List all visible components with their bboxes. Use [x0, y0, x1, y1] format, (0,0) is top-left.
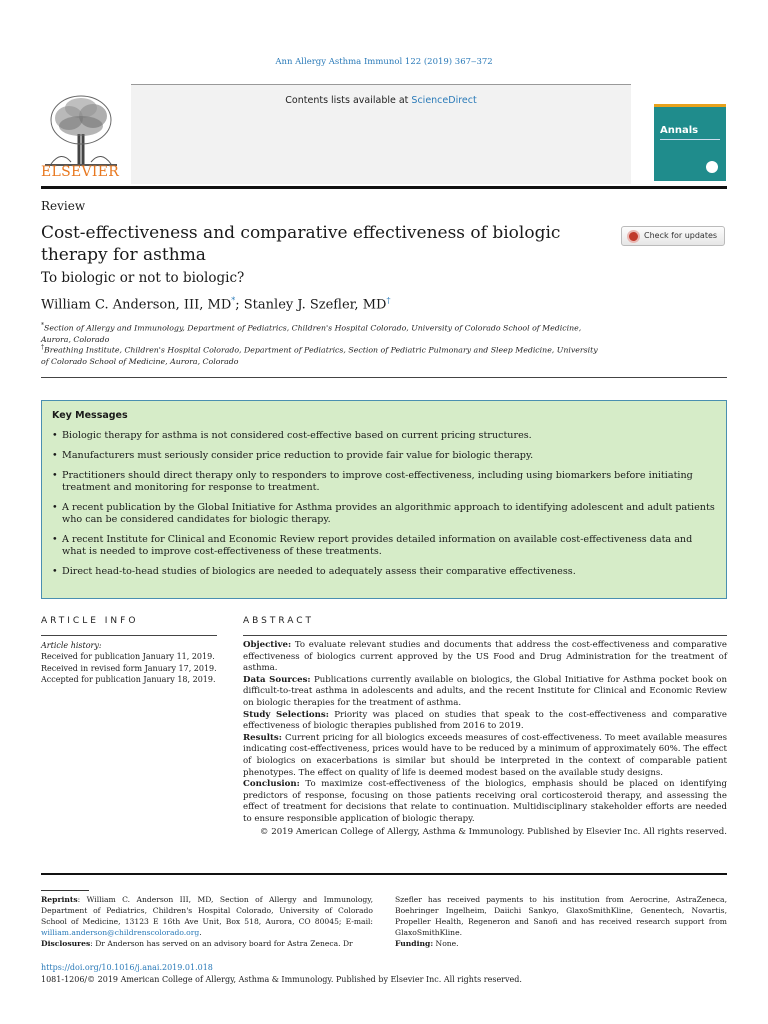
key-messages-box: [41, 400, 727, 599]
journal-header: [41, 84, 727, 184]
abstract-results: [243, 733, 727, 779]
affiliation-b: [41, 342, 601, 368]
funding-note: [395, 938, 727, 949]
data-sources-label: Data Sources:: [243, 674, 311, 685]
objective-label: Objective:: [243, 640, 292, 650]
data-sources-text: Publications currently available on biologics, the Global Initiative for Asthma pocket book on difficult-to-treat asthma in adolescents and adults, and the recent Institute for Clinical and Economic Review on biologic therapies for the treatment of asthma.: [243, 674, 727, 708]
footnote-divider: [41, 873, 727, 875]
key-messages-title: Key Messages: [52, 410, 128, 421]
funding-label: Funding:: [395, 939, 434, 948]
doi-link[interactable]: https://doi.org/10.1016/j.anai.2019.01.018: [41, 963, 213, 972]
key-message-item: • Biologic therapy for asthma is not considered cost-effective based on current pricing structures.: [52, 430, 716, 442]
cover-top-band: [654, 89, 726, 107]
check-updates-icon: [627, 230, 640, 243]
key-messages-list: [52, 430, 716, 578]
disclosures-note: [41, 938, 373, 949]
article-history: [41, 640, 217, 685]
article-subtitle: To biologic or not to biologic?: [41, 270, 245, 286]
history-accepted: Accepted for publication January 18, 2019.: [41, 674, 216, 684]
disclosures-text: : Dr Anderson has served on an advisory board for Astra Zeneca. Dr: [90, 939, 353, 948]
key-message-item: • Manufacturers must seriously consider price reduction to provide fair value for biologic therapy.: [52, 450, 716, 462]
disclosures-label: Disclosures: [41, 939, 91, 948]
author-anderson[interactable]: William C. Anderson, III, MD: [41, 297, 232, 313]
affiliation-b-mark: †: [41, 344, 44, 351]
results-label: Results:: [243, 732, 282, 743]
article-info-divider: [41, 635, 217, 636]
journal-cover-thumbnail[interactable]: [654, 89, 726, 181]
abstract-copyright: © 2019 American College of Allergy, Asthma & Immunology. Published by Elsevier Inc. All rights reserved.: [259, 826, 727, 837]
check-for-updates-button[interactable]: [621, 226, 725, 246]
article-title: Cost-effectiveness and comparative effectiveness of biologic therapy for asthma: [41, 223, 561, 265]
sciencedirect-link[interactable]: ScienceDirect: [411, 95, 477, 106]
journal-citation-link[interactable]: Ann Allergy Asthma Immunol 122 (2019) 367‒372: [275, 57, 493, 67]
affiliation-a-text: Section of Allergy and Immunology, Department of Pediatrics, Children's Hospital Colorado, University of Colorado School of Medicine, Aurora, Colorado: [41, 323, 582, 345]
key-message-item: • A recent Institute for Clinical and Economic Review report provides detailed information on available cost-effectiveness data and what is needed to improve cost-effectiveness of these treatments.: [52, 534, 716, 558]
disclosures-continued: Szefler has received payments to his institution from Aerocrine, AstraZeneca, Boehringer Ingelheim, Daiichi Sankyo, GlaxoSmithKline, Genentech, Novartis, Propeller Health, Regeneron and Sanofi and has received research support from GlaxoSmithKline.: [395, 895, 727, 937]
contents-prefix: Contents lists available at: [285, 95, 412, 106]
article-type: Review: [41, 199, 86, 213]
elsevier-wordmark: ELSEVIER: [41, 164, 120, 180]
reprints-label: Reprints: [41, 895, 78, 904]
contents-available-text: [131, 95, 631, 106]
key-message-item: • Direct head-to-head studies of biologics are needed to adequately assess their comparative effectiveness.: [52, 566, 716, 578]
corresponding-email-link[interactable]: william.anderson@childrenscolorado.org: [41, 928, 200, 937]
history-label: Article history:: [41, 641, 102, 650]
study-selections-label: Study Selections:: [243, 709, 329, 720]
funding-text: None.: [433, 939, 459, 948]
email-end: .: [199, 928, 202, 937]
author-anderson-mark[interactable]: *: [231, 296, 236, 305]
header-divider: [41, 186, 727, 189]
cover-seal-icon: [706, 161, 718, 173]
key-message-item: • Practitioners should direct therapy only to responders to improve cost-effectiveness, including using biomarkers before initiating treatment and monitoring for response to treatment.: [52, 470, 716, 494]
conclusion-text: To maximize cost-effectiveness of the biologics, emphasis should be placed on identifying predictors of response, focusing on those patients receiving oral corticosteroid therapy, and assessing the effect of treatment for decisions that relate to continuation. Multidisciplinary stakeholder efforts are needed to ensure responsible application of biologic therapy.: [243, 779, 727, 824]
affiliation-a-mark: *: [41, 322, 44, 329]
footnote-right-column: [395, 894, 727, 949]
history-revised: Received in revised form January 17, 2019.: [41, 663, 217, 673]
abstract-divider: [243, 635, 727, 636]
abstract-body: [243, 640, 727, 838]
conclusion-label: Conclusion:: [243, 779, 300, 790]
history-received: Received for publication January 11, 2019.: [41, 652, 215, 662]
author-szefler[interactable]: Stanley J. Szefler, MD: [243, 297, 387, 313]
abstract-conclusion: [243, 779, 727, 825]
footnote-left-column: [41, 894, 373, 949]
author-separator: ;: [235, 297, 244, 313]
reprints-note: [41, 894, 373, 938]
affiliation-b-text: Breathing Institute, Children's Hospital Colorado, Department of Pediatrics, Section of Pediatric Pulmonary and Sleep Medicine, University of Colorado School of Medicine, Aurora, Colorado: [41, 345, 598, 367]
footnote-short-rule: [41, 890, 89, 891]
cover-title: Annals: [660, 125, 699, 136]
check-updates-label: Check for updates: [644, 231, 718, 240]
key-message-item: • A recent publication by the Global Initiative for Asthma provides an algorithmic approach to identifying adolescent and adult patients who can be considered candidates for biologic therapy.: [52, 502, 716, 526]
author-list: [41, 296, 390, 312]
abstract-study-selections: [243, 710, 727, 733]
abstract-data-sources: [243, 675, 727, 710]
abstract-heading: ABSTRACT: [243, 616, 315, 626]
author-szefler-mark[interactable]: †: [386, 296, 391, 305]
cover-subtitle-line: [660, 139, 720, 143]
contents-banner: [131, 84, 631, 184]
objective-text: To evaluate relevant studies and documents that address the cost-effectiveness and comparative effectiveness of biologics current approved by the US Food and Drug Administration for the treatment of asthma.: [243, 640, 727, 674]
affiliation-divider: [41, 377, 727, 378]
abstract-objective: [243, 640, 727, 675]
results-text: Current pricing for all biologics exceeds measures of cost-effectiveness. To meet available measures indicating cost-effectiveness, prices would have to be reduced by a minimum of approximately 60%. The effect of biologics on exacerbations is similar but should be interpreted in the context of comparable patient phenotypes. The effect on quality of life is deemed modest based on the available study designs.: [243, 732, 727, 778]
reprints-text: : William C. Anderson III, MD, Section of Allergy and Immunology, Department of Pediatrics, Children's Hospital Colorado, University of Colorado School of Medicine, 13123 E 16th Ave Unit, Box 518, Aurora, CO 80045; E-mail:: [41, 895, 373, 926]
study-selections-text: Priority was placed on studies that speak to the cost-effectiveness and comparative effectiveness of biologic therapies published from 2016 to 2019.: [243, 709, 727, 732]
issn-copyright: 1081-1206/© 2019 American College of Allergy, Asthma & Immunology. Published by Elsevier Inc. All rights reserved.: [41, 975, 522, 984]
article-info-heading: ARTICLE INFO: [41, 616, 139, 626]
